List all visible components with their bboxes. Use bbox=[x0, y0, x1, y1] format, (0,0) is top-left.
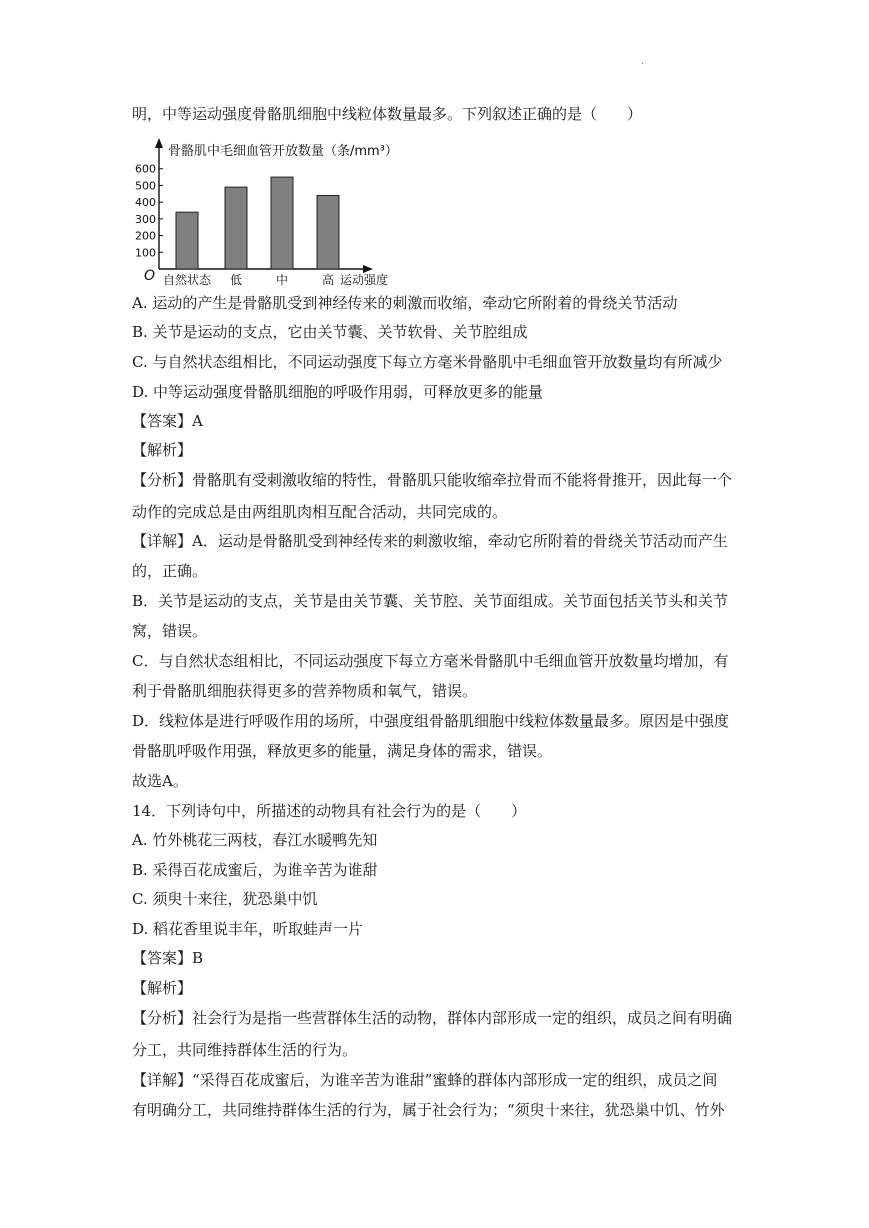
text-line: D. 稻花香里说丰年，听取蛙声一片 bbox=[132, 920, 364, 938]
text-line: 窝，错误。 bbox=[132, 622, 208, 640]
x-axis-label: 运动强度 bbox=[340, 273, 389, 287]
bar bbox=[225, 187, 247, 269]
text-line: D. 中等运动强度骨骼肌细胞的呼吸作用弱，可释放更多的能量 bbox=[132, 383, 544, 401]
bar bbox=[271, 177, 293, 269]
text-line: C．与自然状态组相比，不同运动强度下每立方毫米骨骼肌中毛细血管开放数量均增加，有 bbox=[132, 652, 729, 670]
y-tick-label: 300 bbox=[135, 212, 156, 226]
bar-chart bbox=[128, 132, 408, 292]
text-line: 【解析】 bbox=[132, 441, 193, 459]
text-line: 【详解】A．运动是骨骼肌受到神经传来的刺激收缩，牵动它所附着的骨绕关节活动而产生 bbox=[132, 532, 728, 550]
chart-title: 骨骼肌中毛细血管开放数量（条/mm³） bbox=[168, 144, 398, 159]
text-line: A. 竹外桃花三两枝，春江水暖鸭先知 bbox=[132, 831, 378, 849]
text-line: B. 采得百花成蜜后，为谁辛苦为谁甜 bbox=[132, 861, 378, 879]
text-line: 明，中等运动强度骨骼肌细胞中线粒体数量最多。下列叙述正确的是（ ） bbox=[132, 105, 643, 123]
x-tick-label: 自然状态 bbox=[162, 273, 212, 287]
y-tick-label: 400 bbox=[135, 196, 156, 210]
text-line: 动作的完成总是由两组肌肉相互配合活动，共同完成的。 bbox=[132, 503, 508, 521]
y-axis-arrow bbox=[155, 138, 163, 148]
text-line: 【分析】骨骼肌有受刺激收缩的特性，骨骼肌只能收缩牵拉骨而不能将骨推开，因此每一个 bbox=[132, 471, 733, 489]
origin-label: O bbox=[144, 268, 156, 284]
text-line: D．线粒体是进行呼吸作用的场所，中强度组骨骼肌细胞中线粒体数量最多。原因是中强度 bbox=[132, 712, 730, 730]
text-line: 【答案】A bbox=[132, 412, 203, 430]
y-tick-label: 100 bbox=[135, 246, 156, 260]
text-line: B. 关节是运动的支点，它由关节囊、关节软骨、关节腔组成 bbox=[132, 323, 528, 341]
text-line: 故选A。 bbox=[132, 772, 188, 790]
text-line: 【答案】B bbox=[132, 949, 204, 967]
x-tick-label: 低 bbox=[229, 273, 243, 287]
bar bbox=[317, 195, 339, 269]
x-axis-arrow bbox=[363, 265, 373, 273]
x-tick-label: 高 bbox=[321, 273, 335, 287]
text-line: C. 与自然状态组相比，不同运动强度下每立方毫米骨骼肌中毛细血管开放数量均有所减少 bbox=[132, 353, 723, 371]
text-line: A. 运动的产生是骨骼肌受到神经传来的刺激而收缩，牵动它所附着的骨绕关节活动 bbox=[132, 294, 678, 312]
text-line: B．关节是运动的支点，关节是由关节囊、关节腔、关节面组成。关节面包括关节头和关节 bbox=[132, 592, 729, 610]
y-tick-label: 200 bbox=[135, 229, 156, 243]
text-line: 利于骨骼肌细胞获得更多的营养物质和氧气，错误。 bbox=[132, 682, 478, 700]
y-tick-label: 600 bbox=[135, 162, 156, 176]
text-line: 骨骼肌呼吸作用强，释放更多的能量，满足身体的需求，错误。 bbox=[132, 742, 553, 760]
text-line: C. 须臾十来往，犹恐巢中饥 bbox=[132, 890, 318, 908]
text-line: 【详解】“采得百花成蜜后，为谁辛苦为谁甜”蜜蜂的群体内部形成一定的组织，成员之间 bbox=[132, 1071, 718, 1089]
text-line: 【分析】社会行为是指一些营群体生活的动物，群体内部形成一定的组织，成员之间有明确 bbox=[132, 1009, 733, 1027]
text-line: 有明确分工，共同维持群体生活的行为，属于社会行为；“须臾十来往，犹恐巢中饥、竹外 bbox=[132, 1101, 725, 1119]
x-tick-label: 中 bbox=[275, 273, 289, 287]
text-line: 【解析】 bbox=[132, 979, 193, 997]
bar-chart-svg bbox=[128, 132, 408, 292]
text-line: 的，正确。 bbox=[132, 562, 208, 580]
text-line: 分工，共同维持群体生活的行为。 bbox=[132, 1041, 358, 1059]
text-line: 14．下列诗句中，所描述的动物具有社会行为的是（ ） bbox=[132, 802, 527, 820]
bar bbox=[176, 212, 198, 269]
y-tick-label: 500 bbox=[135, 179, 156, 193]
page-mark: . bbox=[641, 56, 645, 67]
